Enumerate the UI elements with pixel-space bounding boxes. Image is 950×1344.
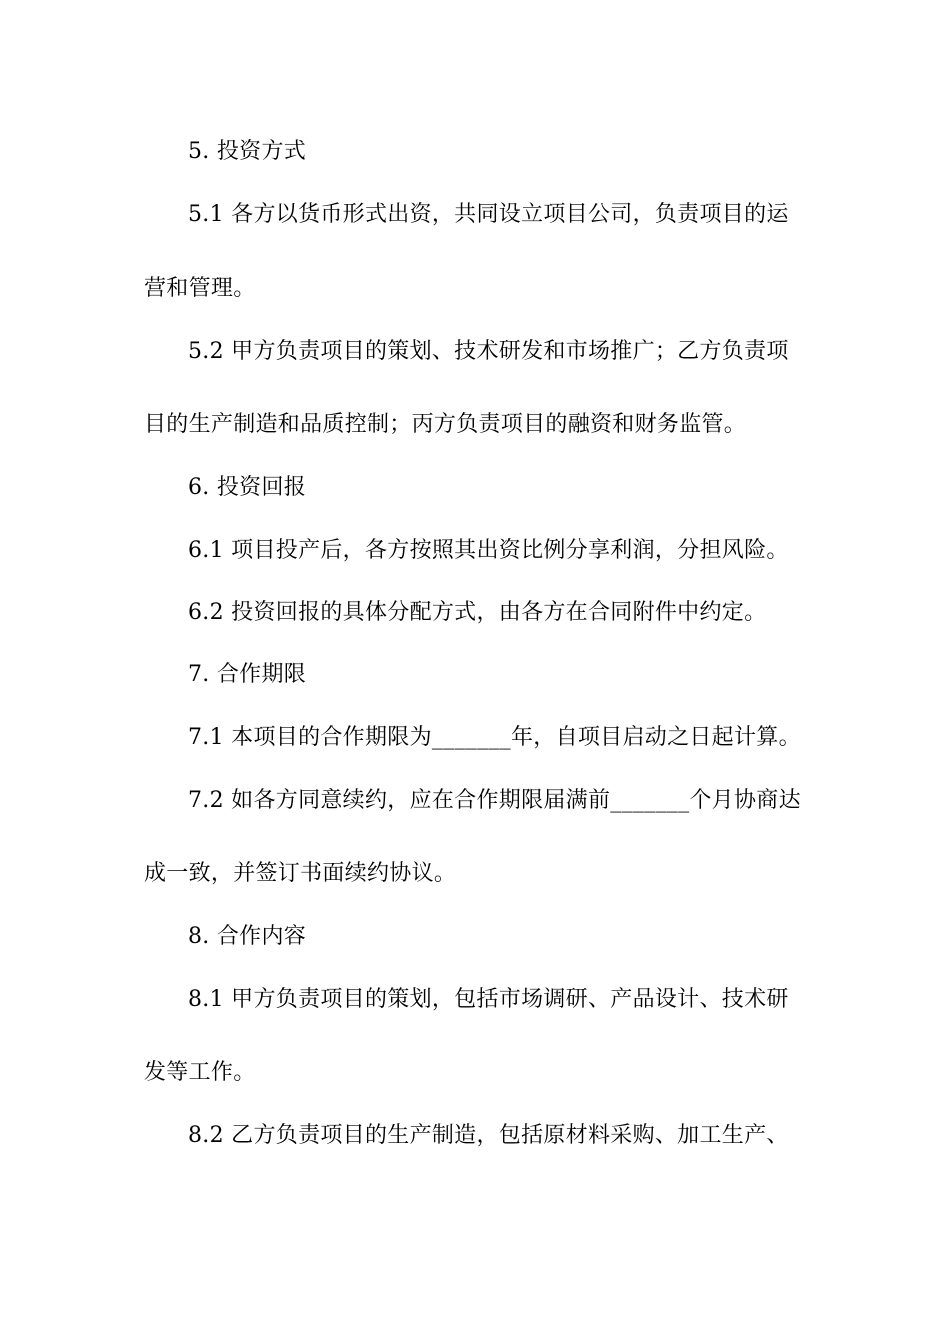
- clause-5-1-cont: 营和管理。: [144, 276, 256, 301]
- clause-5-2-cont: 目的生产制造和品质控制；丙方负责项目的融资和财务监管。: [144, 412, 747, 437]
- clause-6-1: 6.1 项目投产后，各方按照其出资比例分享利润，分担风险。: [188, 538, 789, 563]
- clause-5-2: 5.2 甲方负责项目的策划、技术研发和市场推广；乙方负责项: [188, 339, 789, 364]
- clause-7-1: 7.1 本项目的合作期限为_______年，自项目启动之日起计算。: [188, 725, 801, 750]
- clause-6-2: 6.2 投资回报的具体分配方式，由各方在合同附件中约定。: [188, 600, 767, 625]
- clause-7-2-cont: 成一致，并签订书面续约协议。: [144, 861, 457, 886]
- section-heading-5: 5. 投资方式: [188, 139, 307, 164]
- section-heading-8: 8. 合作内容: [188, 924, 307, 949]
- clause-5-1: 5.1 各方以货币形式出资，共同设立项目公司，负责项目的运: [188, 202, 789, 227]
- clause-8-1-cont: 发等工作。: [144, 1060, 256, 1085]
- clause-7-2: 7.2 如各方同意续约，应在合作期限届满前_______个月协商达: [188, 788, 801, 813]
- section-heading-6: 6. 投资回报: [188, 475, 307, 500]
- clause-8-1: 8.1 甲方负责项目的策划，包括市场调研、产品设计、技术研: [188, 987, 789, 1012]
- clause-8-2: 8.2 乙方负责项目的生产制造，包括原材料采购、加工生产、: [188, 1123, 789, 1148]
- section-heading-7: 7. 合作期限: [188, 662, 307, 687]
